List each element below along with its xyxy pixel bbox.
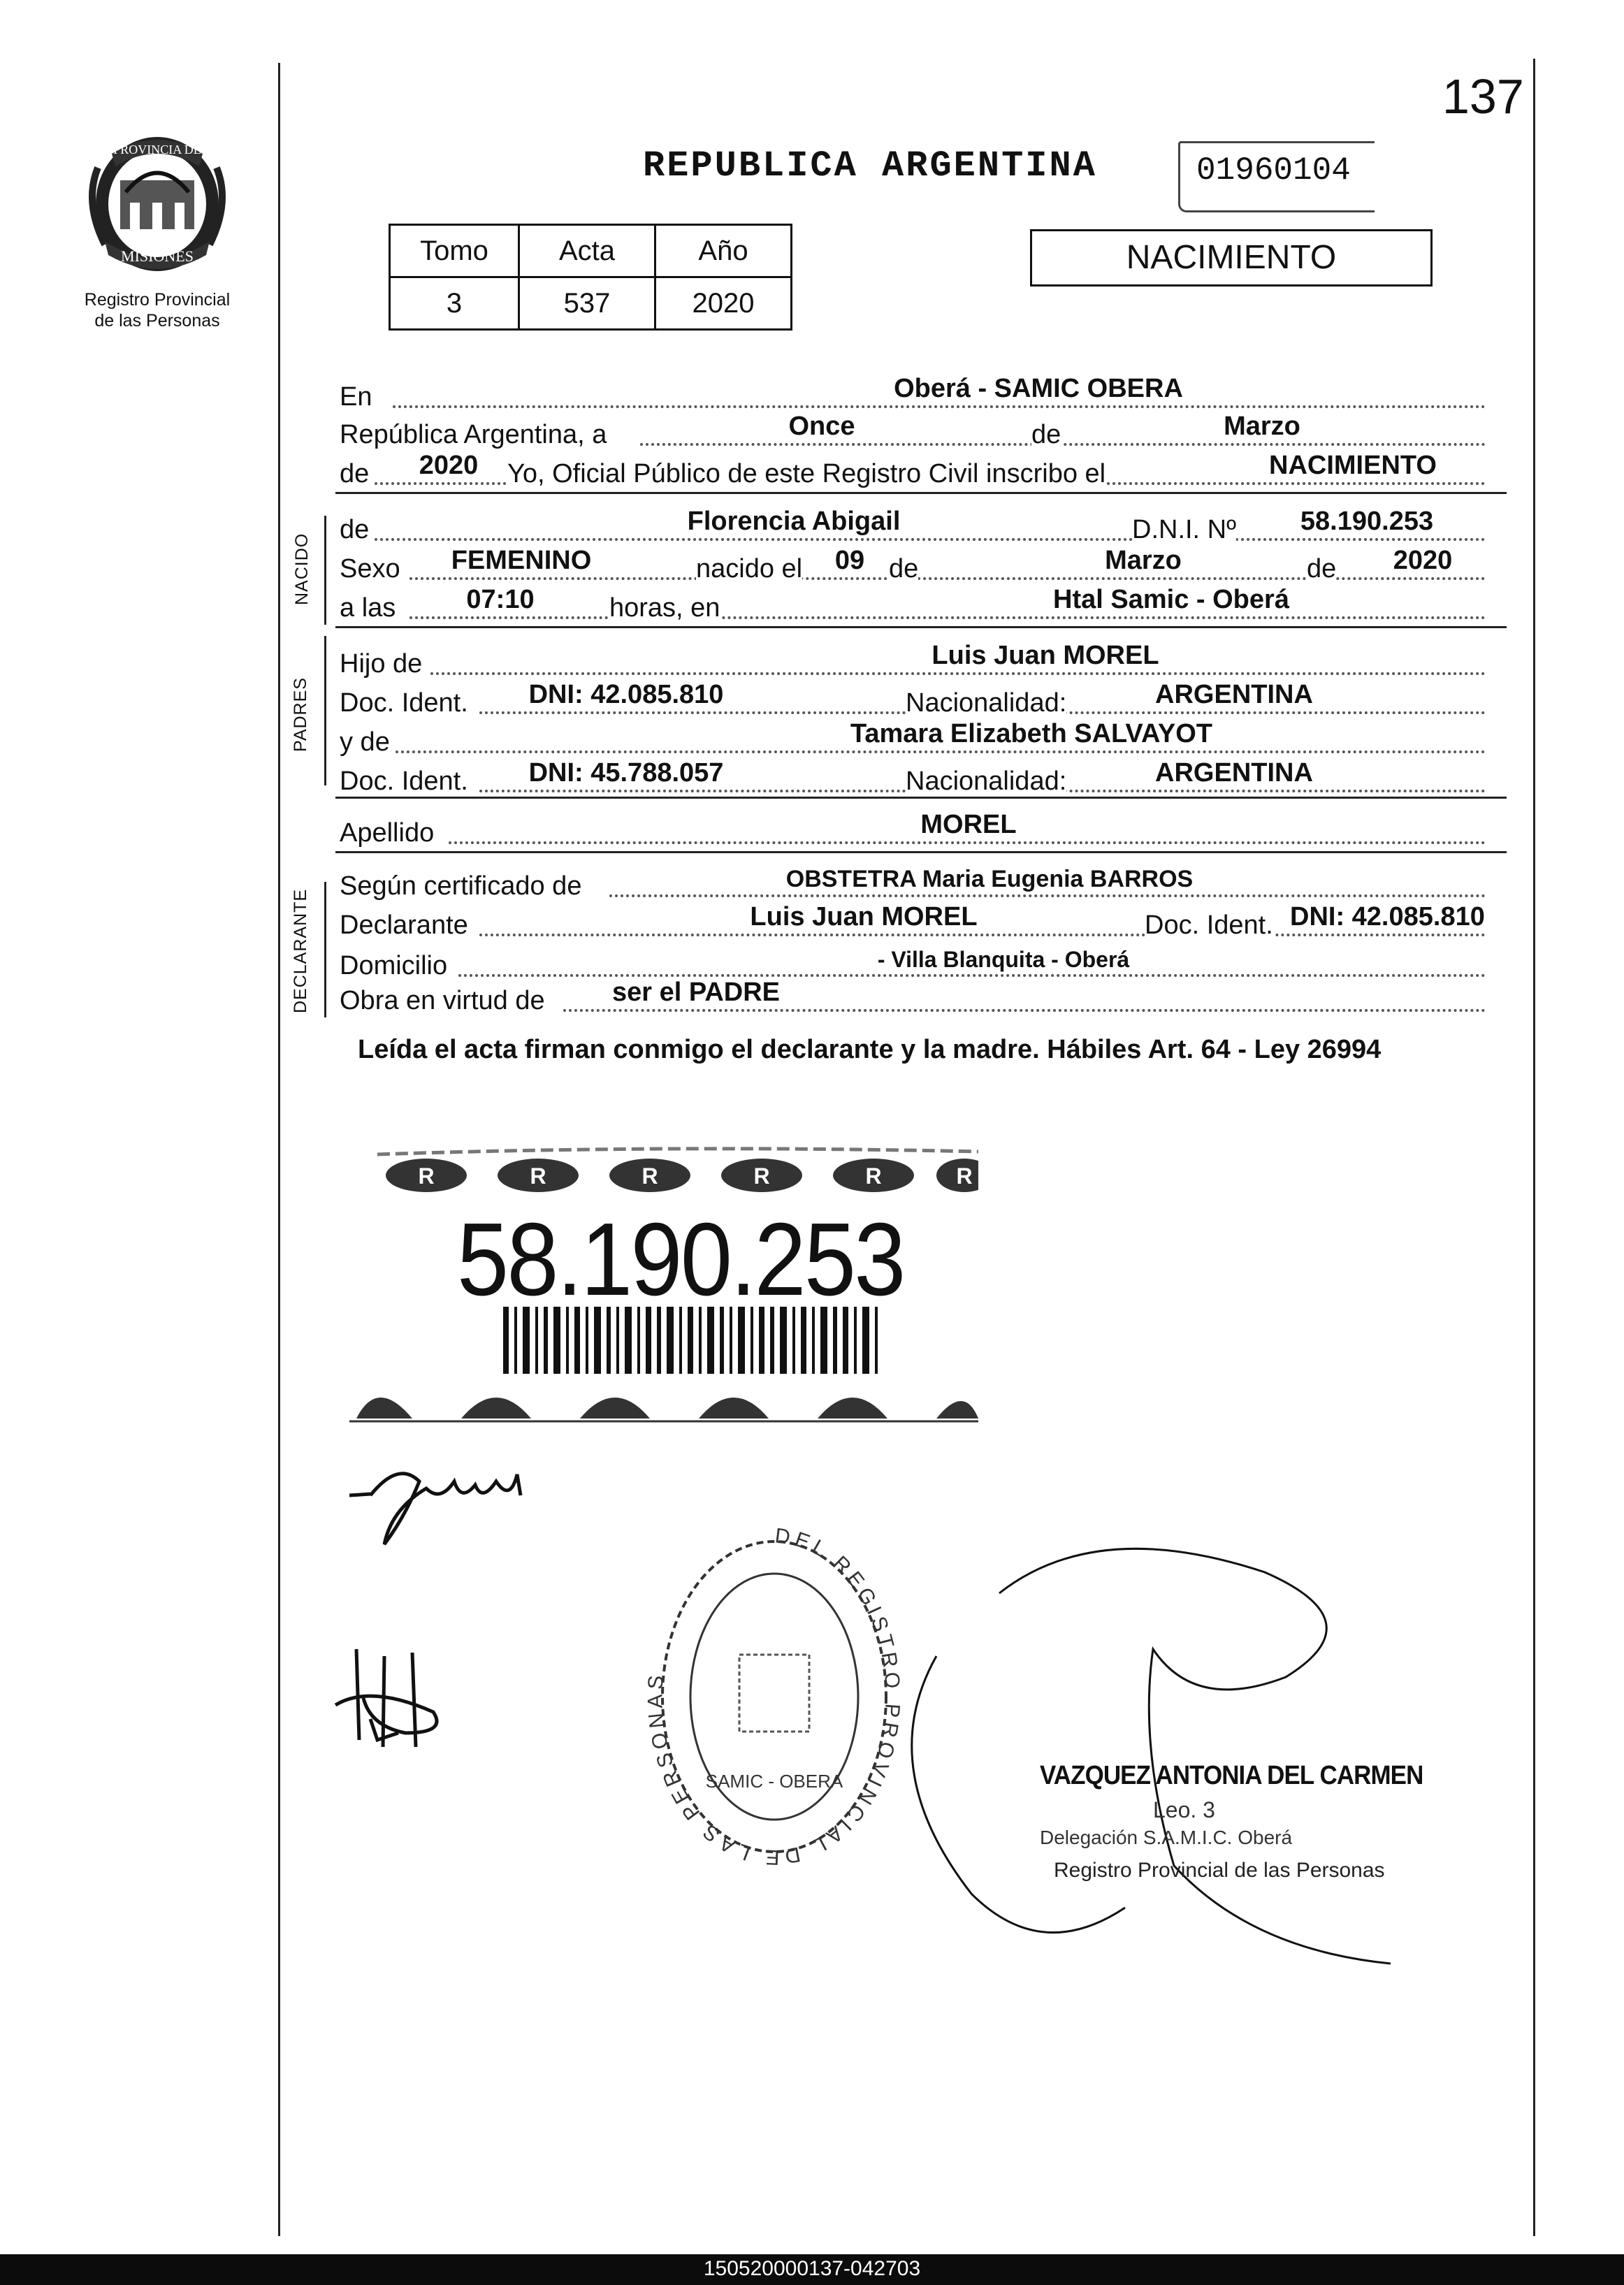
form-row-declarante — [340, 902, 1502, 941]
divider-nacido — [335, 626, 1507, 628]
registered-mark-icons — [386, 1159, 978, 1192]
section-label-declarante: DECLARANTE — [291, 888, 310, 1013]
bracket-nacido — [324, 516, 326, 625]
value-birth-month: Marzo — [1105, 546, 1182, 575]
value-certificado: OBSTETRA Maria Eugenia BARROS — [785, 866, 1194, 892]
form-row-certificado — [340, 866, 1502, 901]
form-row-mother-doc — [340, 758, 1502, 797]
svg-text:R: R — [865, 1163, 882, 1189]
serial-number: 01960104 — [1196, 152, 1351, 189]
registry-name-line2: de las Personas — [94, 311, 220, 331]
registry-name-line1: Registro Provincial — [84, 290, 231, 310]
value-birth-place: Htal Samic - Oberá — [1053, 585, 1289, 614]
form-row-obra — [340, 978, 1502, 1016]
svg-text:DEL REGISTRO PROVINCIAL DE LAS — [644, 1524, 904, 1869]
label-nacido-el: nacido el — [696, 554, 803, 583]
label-de-birth-month: de — [889, 554, 919, 583]
label-de-year: de — [340, 459, 370, 488]
bracket-declarante — [324, 882, 326, 1017]
value-birth-year: 2020 — [1393, 546, 1453, 575]
label-de-name: de — [340, 515, 370, 544]
province-coat-of-arms-icon — [77, 126, 238, 280]
declarant-signature-icon — [342, 1453, 545, 1558]
official-name: VAZQUEZ ANTONIA DEL CARMEN — [1040, 1761, 1423, 1790]
official-registry-line: Registro Provincial de las Personas — [1054, 1859, 1385, 1882]
form-row-domicilio — [340, 946, 1502, 981]
form-row-mother — [340, 719, 1502, 757]
svg-text:R: R — [956, 1163, 973, 1189]
seal-text-bottom: MISIONES — [121, 247, 194, 265]
value-mother-nationality: ARGENTINA — [1155, 758, 1313, 788]
form-row-republica — [340, 412, 1502, 450]
label-mother-doc: Doc. Ident. — [340, 767, 468, 796]
value-month: Marzo — [1224, 412, 1300, 441]
page-number: 137 — [1442, 69, 1524, 124]
value-declarante-doc: DNI: 42.085.810 — [1290, 902, 1485, 931]
value-father-nationality: ARGENTINA — [1155, 680, 1313, 709]
sticker-number: 58.190.253 — [457, 1202, 904, 1317]
value-birth-time: 07:10 — [466, 585, 535, 614]
label-a-las: a las — [340, 593, 396, 623]
label-apellido: Apellido — [340, 818, 435, 848]
divider-apellido — [335, 851, 1507, 853]
official-title-line: Leo. 3 — [1153, 1797, 1215, 1822]
form-row-apellido — [340, 810, 1502, 848]
value-father-doc: DNI: 42.085.810 — [528, 680, 724, 709]
value-mother-name: Tamara Elizabeth SALVAYOT — [850, 719, 1213, 748]
svg-text:R: R — [530, 1163, 546, 1189]
value-year: 2020 — [419, 451, 479, 480]
stamp-ring-text: DEL REGISTRO PROVINCIAL DE LAS PERSONAS — [644, 1524, 904, 1869]
value-child-dni: 58.190.253 — [1300, 507, 1434, 536]
svg-text:R: R — [641, 1163, 658, 1189]
right-margin-line — [1533, 59, 1535, 2236]
label-republica: República Argentina, a — [340, 420, 607, 449]
label-dni: D.N.I. Nº — [1132, 515, 1236, 544]
label-father-nationality: Nacionalidad: — [906, 688, 1067, 718]
section-label-nacido: NACIDO — [292, 532, 312, 605]
value-sexo: FEMENINO — [451, 546, 592, 575]
label-mother-nationality: Nacionalidad: — [906, 767, 1067, 796]
form-row-nacido-hora — [340, 585, 1502, 623]
divider-intro — [335, 492, 1507, 494]
value-father-name: Luis Juan MOREL — [931, 641, 1159, 670]
label-obra: Obra en virtud de — [340, 986, 545, 1015]
form-row-father — [340, 641, 1502, 679]
value-declarante: Luis Juan MOREL — [750, 902, 978, 931]
value-apellido: MOREL — [920, 810, 1017, 839]
register-value-tomo: 3 — [390, 277, 519, 330]
svg-text:R: R — [753, 1163, 770, 1189]
value-obra: ser el PADRE — [611, 978, 781, 1007]
fingerprint-pattern — [356, 1398, 978, 1419]
form-row-father-doc — [340, 680, 1502, 718]
value-birth-day: 09 — [834, 546, 865, 575]
label-de-birth-year: de — [1307, 554, 1337, 583]
value-act: NACIMIENTO — [1269, 451, 1437, 480]
closing-text: Leída el acta firman conmigo el declarante y la madre. Hábiles Art. 64 - Ley 26994 — [358, 1035, 1382, 1064]
stamp-inner-text: SAMIC - OBERA — [705, 1771, 843, 1792]
divider-padres — [335, 797, 1507, 799]
registry-name — [56, 289, 259, 331]
register-value-acta: 537 — [519, 277, 655, 330]
register-value-anio: 2020 — [655, 277, 792, 330]
svg-text:R: R — [418, 1163, 435, 1189]
form-row-nacido-name — [340, 507, 1502, 545]
seal-text-top: PROVINCIA DE — [113, 143, 201, 157]
label-declarante: Declarante — [340, 911, 468, 940]
footer-code: 150520000137-042703 — [703, 2257, 921, 2280]
register-header-acta: Acta — [519, 225, 655, 277]
left-margin-line — [278, 63, 280, 2236]
label-sexo: Sexo — [340, 554, 400, 583]
value-mother-doc: DNI: 45.788.057 — [528, 758, 724, 788]
value-child-name: Florencia Abigail — [687, 507, 901, 536]
official-office-line: Delegación S.A.M.I.C. Oberá — [1040, 1827, 1293, 1848]
record-type-box: NACIMIENTO — [1030, 229, 1433, 286]
form-row-inscribo — [340, 451, 1502, 489]
label-horas-en: horas, en — [609, 593, 720, 623]
label-certificado: Según certificado de — [340, 871, 582, 901]
register-header-tomo: Tomo — [390, 225, 519, 277]
form-row-nacido-sexo — [340, 546, 1502, 584]
country-title: REPUBLICA ARGENTINA — [643, 145, 1097, 187]
form-row-en — [340, 374, 1502, 412]
register-table — [389, 224, 792, 331]
section-label-padres: PADRES — [291, 677, 310, 752]
label-de-month: de — [1031, 420, 1061, 449]
bracket-padres — [324, 636, 326, 785]
register-header-anio: Año — [655, 225, 792, 277]
mother-signature-icon — [328, 1642, 475, 1761]
label-en: En — [340, 382, 372, 412]
official-signature-icon — [887, 1516, 1516, 1978]
value-place: Oberá - SAMIC OBERA — [894, 374, 1183, 403]
value-day: Once — [788, 412, 855, 441]
registry-stamp-icon — [635, 1515, 914, 1878]
label-father-doc: Doc. Ident. — [340, 688, 468, 718]
label-inscribo: Yo, Oficial Público de este Registro Civil inscribo el — [507, 459, 1106, 488]
label-declarante-doc: Doc. Ident. — [1145, 911, 1273, 940]
value-domicilio: - Villa Blanquita - Oberá — [877, 947, 1130, 972]
label-y-de: y de — [340, 727, 390, 757]
label-domicilio: Domicilio — [340, 951, 448, 980]
label-hijo-de: Hijo de — [340, 649, 423, 679]
